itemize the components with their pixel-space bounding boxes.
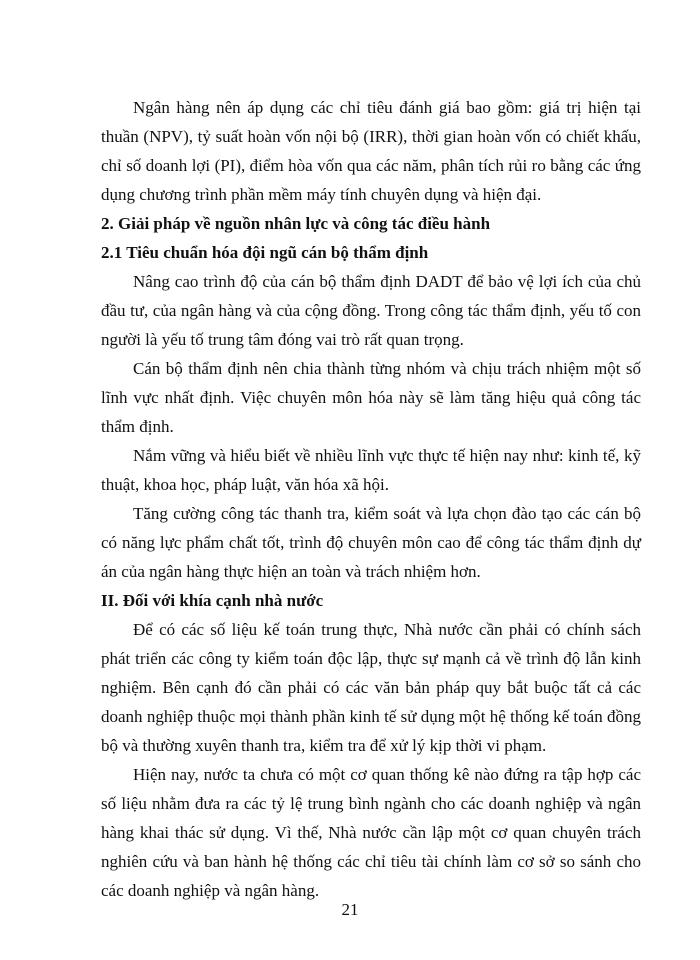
- paragraph-inspection-training: Tăng cường công tác thanh tra, kiểm soát và lựa chọn đào tạo các cán bộ có năng lực phẩm chất tốt, trình độ chuyên môn cao để công tác thẩm định dự án của ngân hàng thực hiện an toàn và trách nhiệm hơn.: [101, 504, 641, 581]
- paragraph-knowledge-fields: Nắm vững và hiểu biết về nhiều lĩnh vực thực tế hiện nay như: kinh tế, kỹ thuật, khoa học, pháp luật, văn hóa xã hội.: [101, 446, 641, 494]
- paragraph-statistics-agency: Hiện nay, nước ta chưa có một cơ quan thống kê nào đứng ra tập hợp các số liệu nhằm đưa ra các tỷ lệ trung bình ngành cho các doanh nghiệp và ngân hàng khai thác sử dụng. Vì thế, Nhà nước cần lập một cơ quan chuyên trách nghiên cứu và ban hành hệ thống các chỉ tiêu tài chính làm cơ sở so sánh cho các doanh nghiệp và ngân hàng.: [101, 765, 641, 900]
- paragraph-evaluation-criteria: Ngân hàng nên áp dụng các chỉ tiêu đánh giá bao gồm: giá trị hiện tại thuần (NPV), tỷ suất hoàn vốn nội bộ (IRR), thời gian hoàn vốn có chiết khấu, chỉ số doanh lợi (PI), điểm hòa vốn qua các năm, phân tích rủi ro bằng các ứng dụng chương trình phần mềm máy tính chuyên dụng và hiện đại.: [101, 98, 641, 204]
- heading-standardize-staff: 2.1 Tiêu chuẩn hóa đội ngũ cán bộ thẩm định: [101, 243, 429, 262]
- paragraph-group-staff: Cán bộ thẩm định nên chia thành từng nhóm và chịu trách nhiệm một số lĩnh vực nhất định. Việc chuyên môn hóa này sẽ làm tăng hiệu quả công tác thẩm định.: [101, 359, 641, 436]
- heading-human-resources: 2. Giải pháp về nguồn nhân lực và công tác điều hành: [101, 214, 491, 233]
- page-number: 21: [341, 900, 359, 919]
- paragraph-accounting-data: Để có các số liệu kế toán trung thực, Nhà nước cần phải có chính sách phát triển các công ty kiểm toán độc lập, thực sự mạnh cả về trình độ lẫn kinh nghiệm. Bên cạnh đó cần phải có các văn bản pháp quy bắt buộc tất cả các doanh nghiệp thuộc mọi thành phần kinh tế sử dụng một hệ thống kế toán đồng bộ và thường xuyên thanh tra, kiểm tra để xử lý kịp thời vi phạm.: [101, 620, 641, 755]
- page-body: [101, 93, 641, 905]
- paragraph-improve-staff-level: Nâng cao trình độ của cán bộ thẩm định DADT để bảo vệ lợi ích của chủ đầu tư, của ngân hàng và của cộng đồng. Trong công tác thẩm định, yếu tố con người là yếu tố trung tâm đóng vai trò rất quan trọng.: [101, 272, 641, 349]
- heading-state-aspect: II. Đối với khía cạnh nhà nước: [101, 591, 324, 610]
